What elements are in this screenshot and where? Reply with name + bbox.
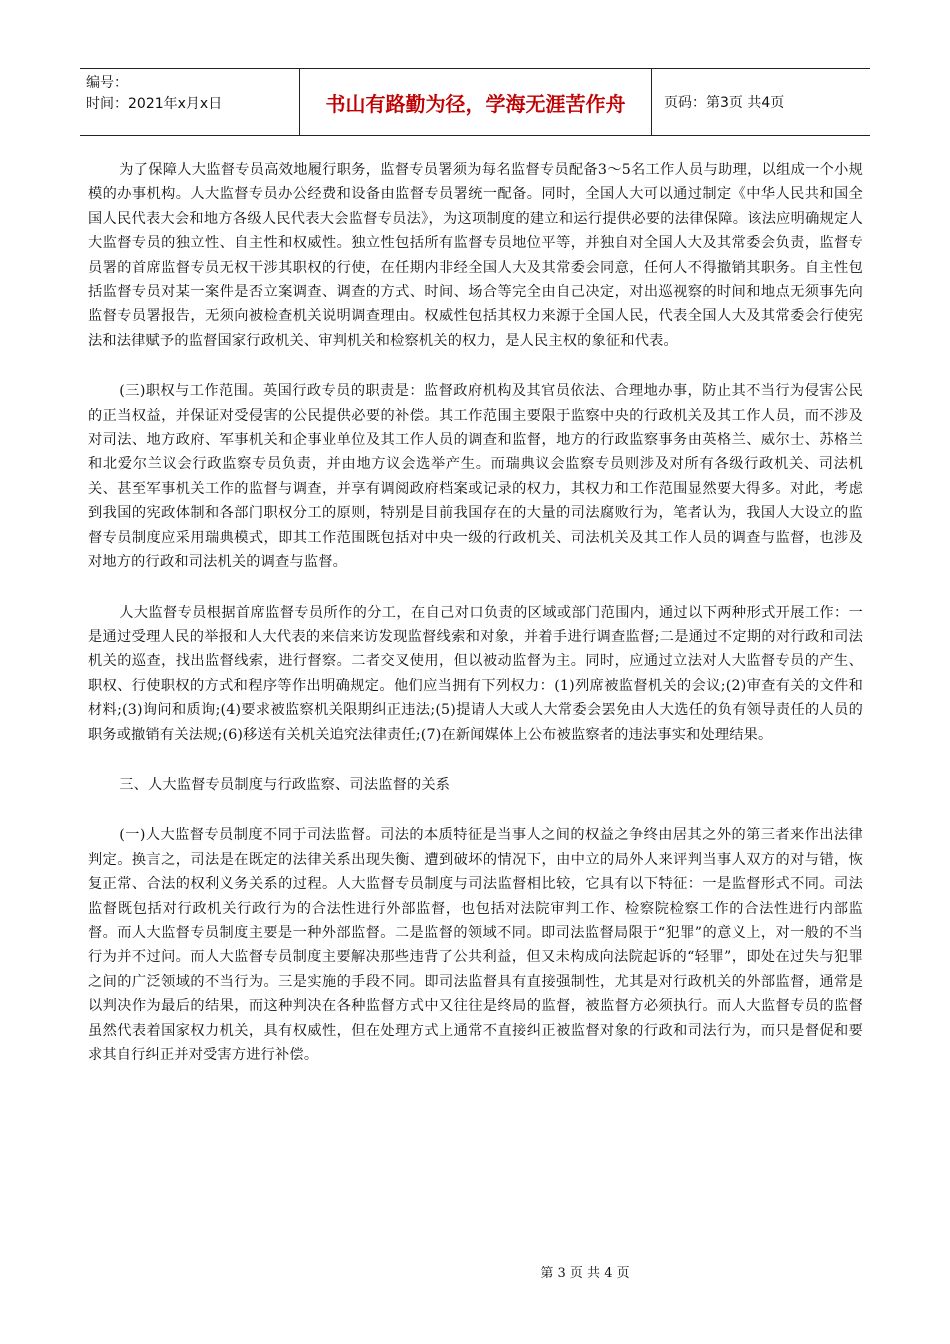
paragraph-4: (一)人大监督专员制度不同于司法监督。司法的本质特征是当事人之间的权益之争终由居其之外的第三者来作出法律判定。换言之，司法是在既定的法律关系出现失衡、遭到破坏的情况下，由中立的局外人来评判当事人双方的对与错，恢复正常、合法的权利义务关系的过程。人大监督专员制度与司法监督相比较，它具有以下特征：一是监督形式不同。司法监督既包括对行政机关行政行为的合法性进行外部监督，也包括对法院审判工作、检察院检察工作的合法性进行内部监督。而人大监督专员制度主要是一种外部监督。二是监督的领域不同。即司法监督局限于“犯罪”的意义上，对一般的不当行为并不过问。而人大监督专员制度主要解决那些违背了公共利益，但又未构成向法院起诉的“轻罪”，即处在过失与犯罪之间的广泛领域的不当行为。三是实施的手段不同。即司法监督具有直接强制性，尤其是对行政机关的外部监督，通常是以判决作为最后的结果，而这种判决在各种监督方式中又往往是终局的监督，被监督方必须执行。而人大监督专员的监督虽然代表着国家权力机关，具有权威性，但在处理方式上通常不直接纠正被监督对象的行政和司法行为，而只是督促和要求其自行纠正并对受害方进行补偿。 <box>88 827 863 1063</box>
paragraph-2: (三)职权与工作范围。英国行政专员的职责是：监督政府机构及其官员依法、合理地办事，防止其不当行为侵害公民的正当权益，并保证对受侵害的公民提供必要的补偿。其工作范围主要限于监察中央的行政机关及其工作人员，而不涉及对司法、地方政府、军事机关和企事业单位及其工作人员的调查和监督，地方的行政监察事务由英格兰、威尔士、苏格兰和北爱尔兰议会行政监察专员负责，并由地方议会选举产生。而瑞典议会监察专员则涉及对所有各级行政机关、司法机关、甚至军事机关工作的监督与调查，并享有调阅政府档案或记录的权力，其权力和工作范围显然要大得多。对此，考虑到我国的宪政体制和各部门职权分工的原则，特别是目前我国存在的大量的司法腐败行为，笔者认为，我国人大设立的监督专员制度应采用瑞典模式，即其工作范围既包括对中央一级的行政机关、司法机关及其工作人员的调查与监督，也涉及对地方的行政和司法机关的调查与监督。 <box>88 383 863 571</box>
header-meta <box>80 69 300 135</box>
paragraph-3: 人大监督专员根据首席监督专员所作的分工，在自己对口负责的区域或部门范围内，通过以下两种形式开展工作：一是通过受理人民的举报和人大代表的来信来访发现监督线索和对象，并着手进行调查监督;二是通过不定期的对行政和司法机关的巡查，找出监督线索，进行督察。二者交叉使用，但以被动监督为主。同时，应通过立法对人大监督专员的产生、职权、行使职权的方式和程序等作出明确规定。他们应当拥有下列权力：(1)列席被监督机关的会议;(2)审查有关的文件和材料;(3)询问和质询;(4)要求被监察机关限期纠正违法;(5)提请人大或人大常委会罢免由人大选任的负有领导责任的人员的职务或撤销有关法规;(6)移送有关机关追究法律责任;(7)在新闻媒体上公布被监察者的违法事实和处理结果。 <box>88 604 863 743</box>
header-motto: 书山有路勤为径，学海无涯苦作舟 <box>300 69 652 135</box>
page-header <box>80 68 870 136</box>
paragraph-1: 为了保障人大监督专员高效地履行职务，监督专员署须为每名监督专员配备3～5名工作人员与助理，以组成一个小规模的办事机构。人大监督专员办公经费和设备由监督专员署统一配备。同时，全国人大可以通过制定《中华人民共和国全国人民代表大会和地方各级人民代表大会监督专员法》，为这项制度的建立和运行提供必要的法律保障。该法应明确规定人大监督专员的独立性、自主性和权威性。独立性包括所有监督专员地位平等，并独自对全国人大及其常委会负责，监督专员署的首席监督专员无权干涉其职权的行使，在任期内非经全国人大及其常委会同意，任何人不得撤销其职务。自主性包括监督专员对某一案件是否立案调查、调查的方式、时间、场合等完全由自己决定，对出巡视察的时间和地点无须事先向监督专员署报告，无须向被检查机关说明调查理由。权威性包括其权力来源于全国人民，代表全国人大及其常委会行使宪法和法律赋予的监督国家行政机关、审判机关和检察机关的权力，是人民主权的象征和代表。 <box>88 162 863 349</box>
header-page-info: 页码：第3页 共4页 <box>664 95 785 111</box>
document-body <box>88 158 863 1093</box>
page-footer: 第 3 页 共 4 页 <box>540 1266 630 1281</box>
section-heading: 三、人大监督专员制度与行政监察、司法监督的关系 <box>119 776 451 793</box>
header-number-label: 编号： <box>86 75 128 91</box>
header-time-label: 时间：2021年x月x日 <box>86 96 223 112</box>
